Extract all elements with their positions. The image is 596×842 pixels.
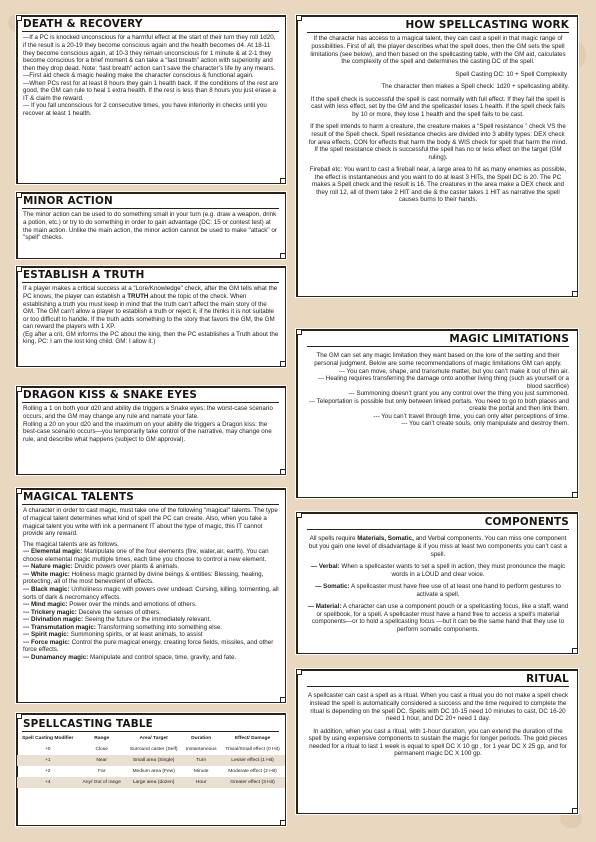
talent-desc: Summoning spirits, or at least animals, to assist bbox=[68, 631, 203, 639]
table-cell: +2 bbox=[44, 769, 51, 775]
component-name: — Somatic: bbox=[315, 583, 350, 591]
talent-desc: Power over the minds and emotions of others. bbox=[67, 601, 197, 609]
spellcasting-table-panel bbox=[16, 713, 286, 826]
talent-item bbox=[17, 639, 285, 654]
table-cell: Hour bbox=[182, 777, 220, 788]
talent-desc: Manipulate one of the four elements (fire, water,air, earth). You can choose elemental magic multiple times, each time you choose to control a new element. bbox=[23, 548, 269, 563]
talent-item bbox=[17, 654, 285, 662]
talents-intro: A character in order to cast magic, must take one of the following "magical" talents. The type of magical talent determines what kind of spell the PC can create. Also, when you take a magical talent you write with ink a permanent IT about the type of magic, this IT cannot provide any reward. bbox=[23, 507, 278, 538]
how-spellcasting-panel bbox=[296, 15, 578, 297]
table-cell: +4 bbox=[17, 777, 78, 788]
death-rule-4: — If you fall unconscious for 2 consecutive times, you have inferiority in checks until you recover at least 1 health. bbox=[23, 102, 267, 117]
table-cell: Small area (Single) bbox=[125, 755, 182, 766]
talent-desc: Deceive the senses of others. bbox=[76, 608, 161, 616]
how-p2: The character then makes a Spell check: 1d20 + spellcasting ability. bbox=[381, 83, 569, 91]
table-cell: Any/ Out of range bbox=[78, 777, 124, 788]
table-cell: Minute bbox=[193, 769, 209, 775]
divider bbox=[22, 282, 279, 283]
table-cell: +0 bbox=[44, 747, 51, 753]
talents-list-intro: The magical talents are as follows. bbox=[23, 540, 119, 548]
how-p1: If the character has access to a magical talent, they can cast a spell in that magic range of possibilities. First of all, the player describes what the spell does, then the GM sets the spell limitations (see below), and then based on the spellcasting table, with the GM aid, calculates the complexity of the spell and determines the casting DC of the spell. bbox=[310, 35, 566, 66]
component-desc: When a spellcaster wants to set a spell in action, they must pronounce the magic words in a LOUD and clear voice. bbox=[339, 563, 566, 578]
table-header-cell: Effect/ Damage bbox=[234, 736, 271, 742]
table-cell: Large area (dozen) bbox=[125, 777, 182, 788]
component-item bbox=[297, 603, 577, 633]
table-cell: Far bbox=[98, 769, 106, 775]
truth-text-a: If a player makes a critical success at a “Lore/Knowledge” check, after the GM tells what the PC knows, the player can establish a bbox=[23, 285, 278, 301]
components-panel bbox=[296, 512, 578, 654]
spellcasting-table-title: SPELLCASTING TABLE bbox=[23, 718, 153, 730]
table-header-cell: Range bbox=[94, 736, 110, 742]
talent-item bbox=[17, 571, 285, 586]
component-item bbox=[297, 563, 577, 578]
talent-desc: Control the pure magical energy, creating force fields, missiles, and other force effects. bbox=[23, 638, 274, 654]
ritual-p2: In addition, when you cast a ritual, with 1-hour duration, you can extend the duration of the spell by using expensive components to sustain the magic for longer periods. The gold pieces needed for a ritual to last 1 week is equal to spell DC X 10 gp , for 1 year DC X 25 gp, and for permanent magic DC X 100 gp. bbox=[308, 727, 568, 758]
dragon-kiss-text: Rolling a 20 on your d20 and the maximum on your ability die triggers a Dragon kiss: the best-case scenario occurs—you temporarily take control of the narrative, may change one rule, and describe what happens (subject to GM approval). bbox=[23, 420, 272, 443]
components-intro bbox=[297, 535, 577, 558]
talent-item bbox=[17, 631, 285, 639]
talent-item bbox=[17, 616, 285, 624]
table-body bbox=[17, 744, 285, 788]
magic-limitations-title: MAGIC LIMITATIONS bbox=[449, 333, 569, 345]
component-name: — Verbal: bbox=[310, 563, 340, 571]
divider bbox=[22, 504, 279, 505]
talent-desc: Transforming something into something else. bbox=[95, 623, 223, 631]
table-header-cell: Duration bbox=[191, 736, 212, 742]
talent-item bbox=[17, 624, 285, 632]
table-row bbox=[17, 755, 285, 766]
magic-limitations-panel bbox=[296, 329, 578, 498]
divider bbox=[307, 346, 569, 347]
magical-talents-panel bbox=[16, 488, 286, 703]
truth-text-b: about the topic of the check. When establishing a truth you must keep in mind that the truth can’t affect the main story of the GM. The GM can’t allow a player to establish a truth or reject it, if he thinks it is not suitable or too difficult to handle. If the truth adds something to the story that favors the GM, the GM can reward the players with 1 XP. bbox=[23, 293, 275, 331]
talent-name: --- Black magic: bbox=[23, 585, 70, 593]
table-cell: Medium area (Few) bbox=[132, 769, 175, 775]
talent-desc: Druidic powers over plants & animals. bbox=[72, 563, 179, 571]
establish-truth-example: (Eg after a crit, GM informs the PC about the king, then the PC establishes a Truth about the king, PC: I am the lost king child. GM: I allow it.) bbox=[23, 330, 279, 346]
divider bbox=[22, 31, 279, 32]
talent-item bbox=[17, 563, 285, 571]
table-header-cell: Spell Casting Modifier bbox=[22, 736, 74, 742]
minor-action-panel bbox=[16, 192, 286, 259]
talent-name: --- Dunamancy magic: bbox=[23, 653, 89, 661]
table-cell: Moderate effect (2 Hit) bbox=[228, 769, 277, 775]
snake-eyes-text: Rolling a 1 on both your d20 and ability die triggers a Snake eyes: the worst-case scenario occurs, and the GM may change any rule and narrate your fate. bbox=[23, 405, 273, 421]
limitation-item: --- Healing requires transferring the damage onto another living thing (such as yourself or a blood sacrifice) bbox=[317, 375, 569, 390]
table-cell: Surround caster (Self) bbox=[129, 747, 178, 753]
table-cell: Trivial/Small effect (0 Hit) bbox=[225, 747, 280, 753]
truth-keyword: TRUTH bbox=[127, 293, 149, 301]
component-desc: A spellcaster must have free use of at least one hand to perform gestures to activate a spell. bbox=[349, 583, 561, 598]
talent-name: --- Mind magic: bbox=[23, 601, 68, 609]
death-rule-2: —First aid check & magic healing make the character conscious & functional again. bbox=[23, 72, 254, 80]
talent-name: --- Elemental magic: bbox=[23, 548, 83, 556]
limitation-item: --- Teleportation is possible but only between linked portals. You need to go to both places and create the portal and then link them. bbox=[308, 397, 569, 413]
talent-name: --- White magic: bbox=[23, 570, 70, 578]
table-row bbox=[17, 744, 285, 755]
comp-intro-c: and Verbal components. You can miss one component but you gain one level of disadvantage & if you miss at least two components you can’t cast a spell. bbox=[308, 535, 568, 558]
table-cell: +1 bbox=[17, 755, 78, 766]
spellcasting-table bbox=[17, 734, 285, 788]
spell-dc-formula: Spell Casting DC: 10 + Spell Complexity bbox=[455, 70, 567, 78]
table-cell: Greater effect (3 Hit) bbox=[220, 777, 285, 788]
establish-truth-panel bbox=[16, 266, 286, 367]
divider bbox=[307, 686, 569, 687]
divider bbox=[22, 208, 279, 209]
death-rule-1: —If a PC is knocked unconscious for a harmful effect at the start of their turn they roll 1d20, if the result is a 20-19 they become conscious again and the health becomes d4. At 18-11 they become conscious again, at 10-3 they remain unconscious for 1 minute & at 2-1 they become conscious for a brief moment & can take a “last breath” action with superiority and then they drop dead. Note: “last breath” action can’t save the character’s life by any means. bbox=[23, 34, 276, 72]
dragon-kiss-panel bbox=[16, 386, 286, 475]
ritual-title: RITUAL bbox=[526, 673, 569, 685]
divider bbox=[307, 32, 569, 33]
how-p4: If the spell intends to harm a creature, the creature makes a “Spell resistance ” check VS the result of the Spell check. Spell resistance checks are divided into 3 ability types: DEX check for area effects, CON for effects that harm the body & WIS check for spell that harm the mind. If the spell resistance check is successful the spell has no or less effect on the target (GM ruling). bbox=[308, 123, 568, 161]
talent-desc: Manipulate and control space, time, gravity, and fate. bbox=[88, 653, 237, 661]
table-header-cell: Area/ Target bbox=[139, 736, 168, 742]
table-cell: Close bbox=[95, 747, 108, 753]
limitation-item: --- You can’t travel through time, you can only alter perceptions of time. bbox=[373, 412, 569, 420]
magical-talents-title: MAGICAL TALENTS bbox=[23, 491, 134, 503]
death-recovery-panel bbox=[16, 15, 286, 184]
table-cell: Near bbox=[78, 755, 124, 766]
divider bbox=[22, 402, 279, 403]
limits-intro: The GM can set any magic limitation they want based on the lore of the setting and their personal judgment. Below are some recommendations of magic limitations GM can apply. bbox=[314, 352, 562, 368]
talent-name: --- Trickery magic: bbox=[23, 608, 77, 616]
minor-action-text: The minor action can be used to do something small in your turn (e.g. draw a weapon, drink a potion, etc.) or try to do something in order to gain advantage (DC: 15 or contest test) at the main action. Unlike the main action, the minor action cannot be used to make "attack" or "spell" checks. bbox=[23, 211, 277, 242]
establish-truth-title: ESTABLISH A TRUTH bbox=[23, 269, 145, 281]
table-header-row bbox=[17, 734, 285, 744]
limit-list bbox=[297, 368, 577, 428]
table-row bbox=[17, 777, 285, 788]
talent-item bbox=[17, 609, 285, 617]
table-row bbox=[17, 766, 285, 777]
limitation-item: --- You can move, shape, and transmute matter, but you can’t make it out of thin air. bbox=[338, 367, 569, 375]
talent-name: --- Transmutation magic: bbox=[23, 623, 96, 631]
component-name: — Material: bbox=[307, 603, 342, 611]
talent-name: --- Spirit magic: bbox=[23, 631, 69, 639]
divider bbox=[22, 731, 279, 732]
component-list bbox=[297, 558, 577, 633]
how-p5: Fireball etc: You want to cast a fireball near, a large area to hit as many enemies as possible, the effect is instantaneous and you want to do at least 3 HITs, the Spell DC is 20. The PC makes a Spell check and the result is 16. The creatures in the area make a DEX check and they roll 12, all of them take 2 HIT and die & the caster takes 1 HIT as narrative the spell causes burns to their hands. bbox=[309, 166, 567, 204]
limitation-item: --- You can’t create souls, only manipulate and destroy them. bbox=[401, 420, 569, 428]
minor-action-title: MINOR ACTION bbox=[23, 195, 113, 207]
table-cell: Instantaneous bbox=[185, 747, 217, 753]
talent-list bbox=[17, 548, 285, 661]
talent-desc: Seeing the future or the immediately relevant. bbox=[83, 616, 211, 624]
ritual-p1: A spellcaster can cast a spell as a ritual. When you cast a ritual you do not make a spell check instead the spell is automatically considered a success and the time required to complete the ritual is depending on the spell DC. Spells with DC 10-15 need 10 minutes to cast, DC 16-20 need 1 hour, and DC 20+ need 1 day. bbox=[307, 692, 569, 723]
how-spellcasting-title: HOW SPELLCASTING WORK bbox=[405, 19, 569, 31]
components-title: COMPONENTS bbox=[484, 516, 569, 528]
talent-name: --- Divination magic: bbox=[23, 616, 84, 624]
death-recovery-title: DEATH & RECOVERY bbox=[23, 18, 143, 30]
establish-truth-text bbox=[17, 285, 285, 330]
death-rule-3: —When PCs rest for at least 8 hours they gain 1 health back. If the conditions of the rest are good, the GM can rule to heal 1 extra health. If the rest is less than 8 hours you just erase a IT & claim the reward. bbox=[23, 79, 279, 102]
limitation-item: --- Summoning doesn’t grant you any control over the thing you just summoned. bbox=[348, 390, 569, 398]
talent-desc: Unholiness magic with powers over undead: Cursing, killing, tormenting, all sorts of dark & necromancy effects. bbox=[23, 585, 279, 601]
table-cell: Lesser effect (1 Hit) bbox=[220, 755, 285, 766]
ritual-panel bbox=[296, 669, 578, 814]
component-desc: A character can use a component pouch or a spellcasting focus, like a staff, wand or spellbook, for a spell. A spellcaster must have a hand free to access a spell’s material components—or to hold a spellcasting focus —but it can be the same hand that they use to perform somatic components. bbox=[311, 603, 569, 633]
table-cell: Turn bbox=[182, 755, 220, 766]
talent-item bbox=[17, 601, 285, 609]
comp-intro-b: Materials, Somatic, bbox=[357, 535, 414, 543]
talent-item bbox=[17, 586, 285, 601]
talent-item bbox=[17, 548, 285, 563]
talent-desc: Holiness magic granted by divine beings & entities: Blessing, healing, protecting, all of the most benevolent of effects. bbox=[23, 570, 264, 586]
comp-intro-a: All spells require bbox=[309, 535, 358, 543]
divider bbox=[307, 529, 569, 530]
talent-name: --- Force magic: bbox=[23, 638, 70, 646]
how-p3: If the spell check is successful the spell is cast normally with full effect. If they fail the spell is cast with less effect, set by the GM and the spellcaster loses 1 health. If the spell check fails by 10 or more, they lose 1 health and the spell fails to be cast. bbox=[310, 95, 566, 118]
talent-name: --- Nature magic: bbox=[23, 563, 73, 571]
dragon-kiss-title: DRAGON KISS & SNAKE EYES bbox=[23, 389, 198, 401]
component-item bbox=[297, 583, 577, 598]
